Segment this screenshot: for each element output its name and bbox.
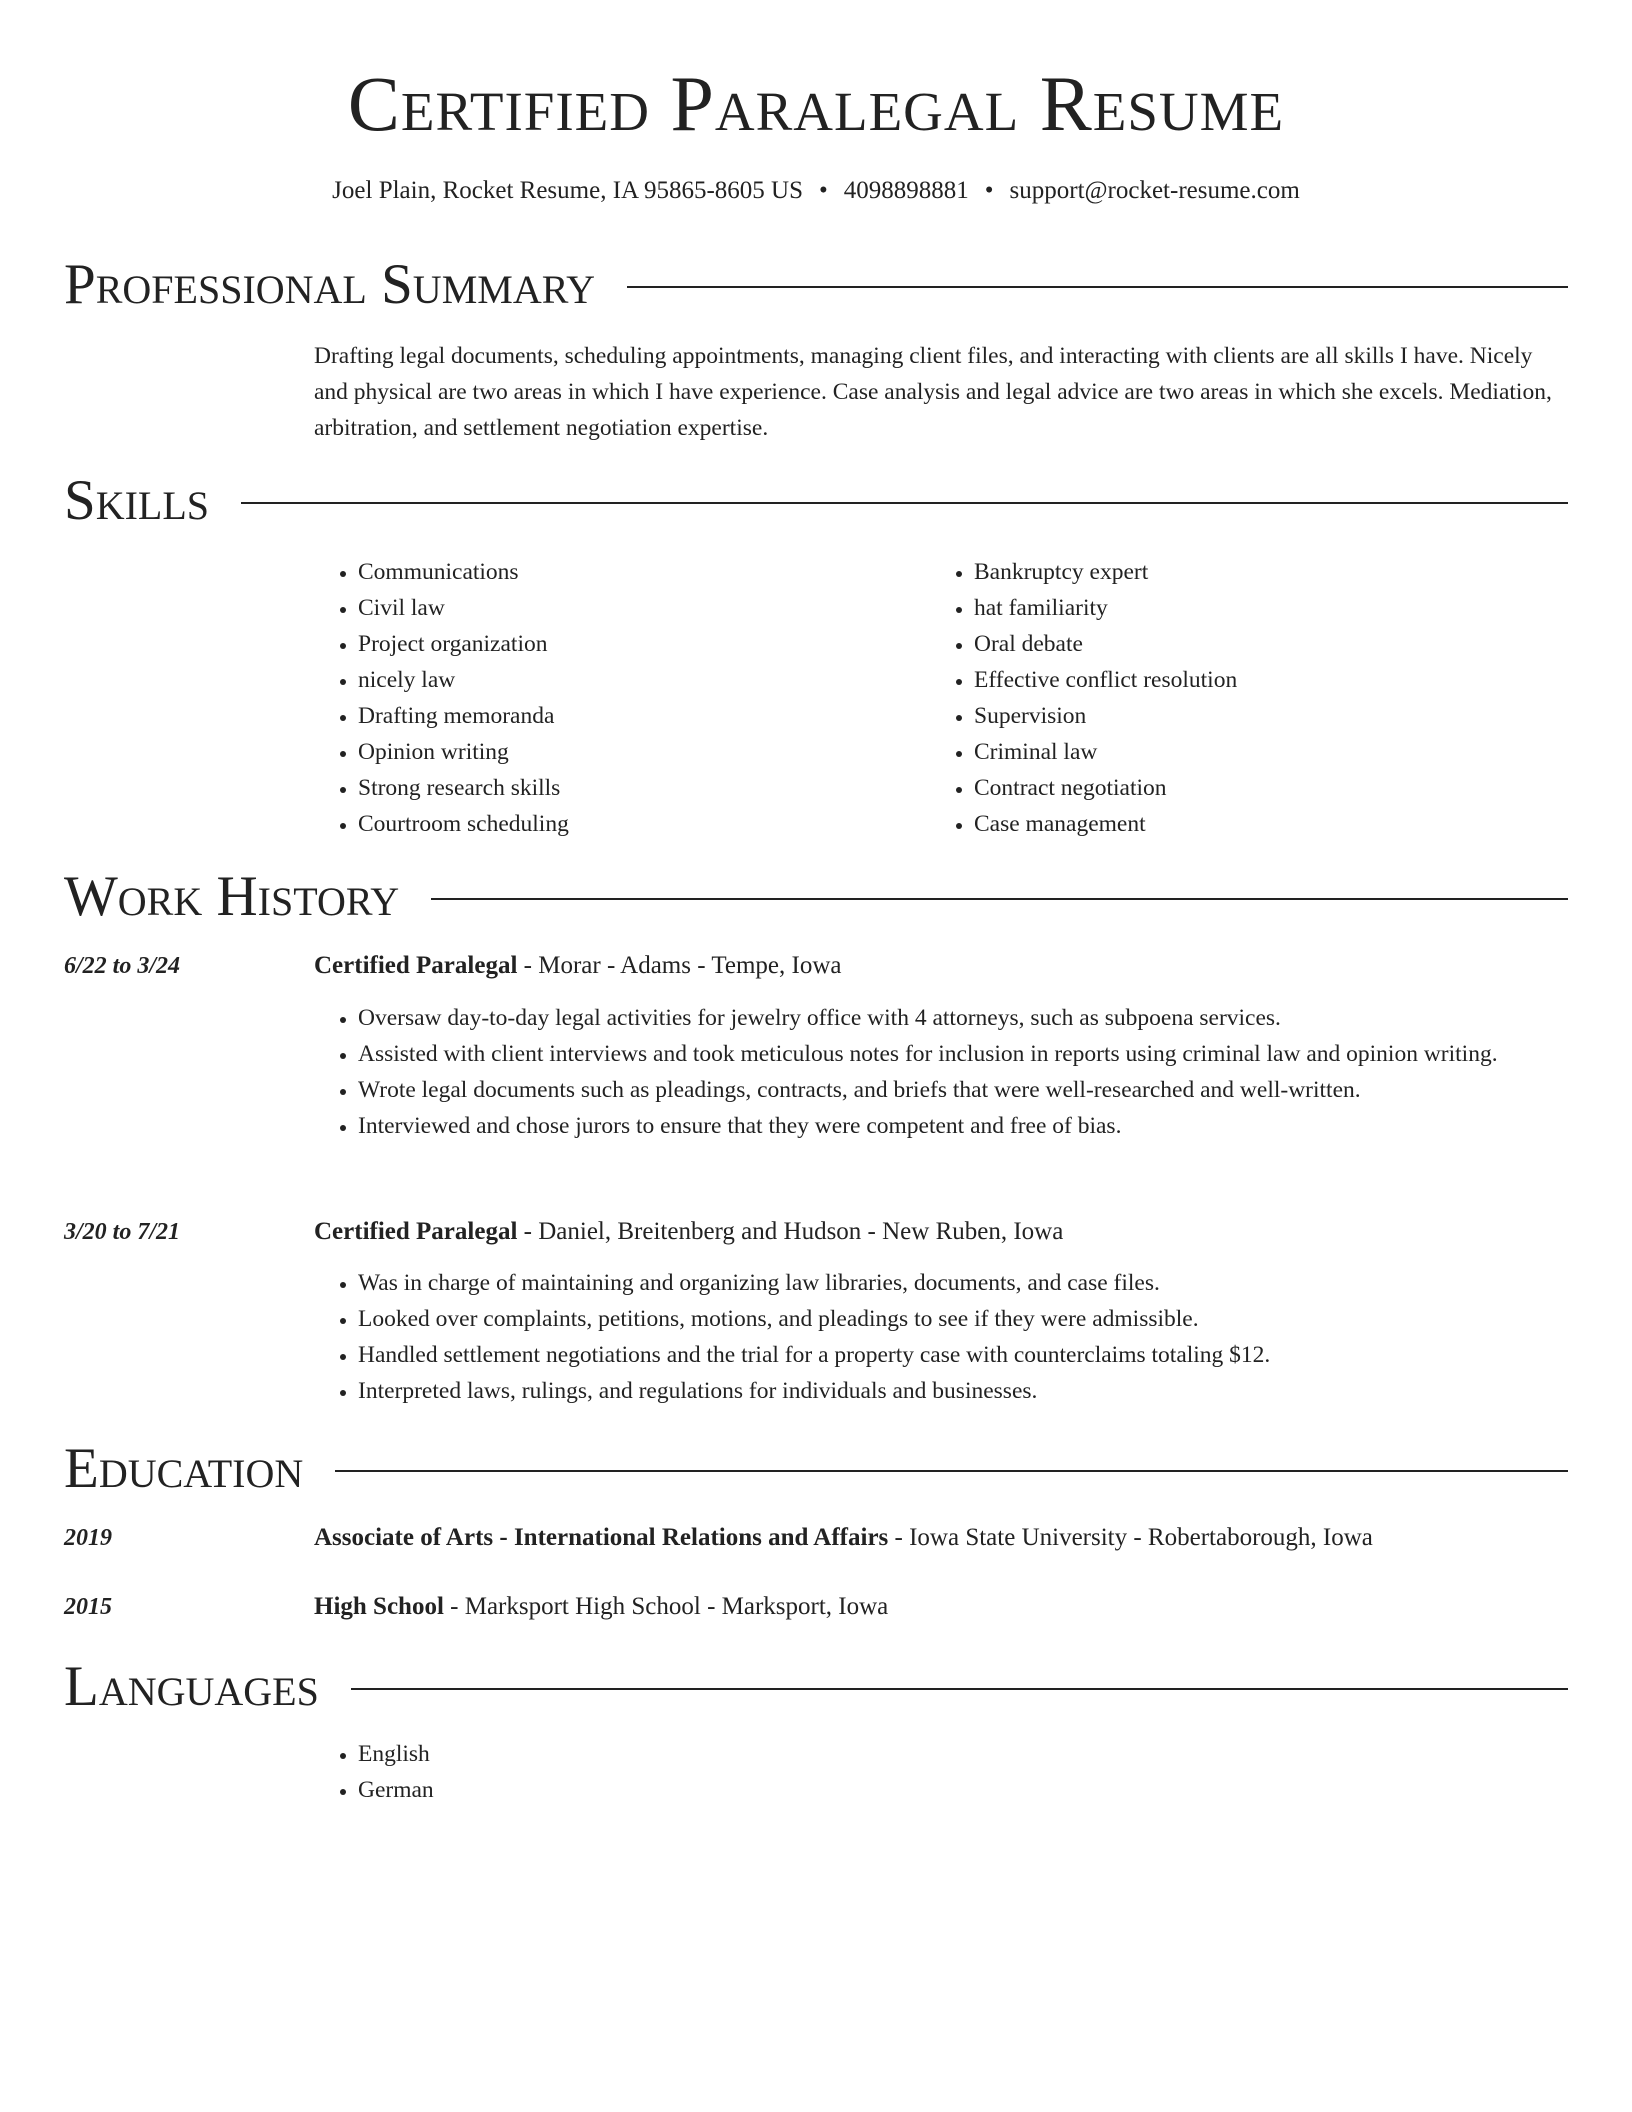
section-title-summary: Professional Summary [64, 253, 596, 316]
skill-item: • Contract negotiation [974, 770, 1237, 806]
language-item: • English [358, 1736, 1568, 1772]
section-header-skills [64, 466, 1568, 536]
section-divider [627, 286, 1568, 288]
education-year: 2019 [64, 1525, 112, 1551]
section-divider [351, 1688, 1568, 1690]
education-degree: Associate of Arts - International Relations and Affairs [314, 1524, 889, 1551]
skill-item: • Bankruptcy expert [974, 554, 1237, 590]
section-divider [335, 1470, 1568, 1472]
skill-item: • Criminal law [974, 734, 1237, 770]
summary-text: Drafting legal documents, scheduling appointments, managing client files, and interacting with clients are all skills I have. Nicely and physical are two areas in which I have experience. Case analysis and legal advice are two areas in which she excels. Mediation, arbitration, and settlement negotiation expertise. [314, 343, 1552, 441]
skill-item: • Civil law [358, 590, 569, 626]
skills-list-right [930, 554, 1237, 842]
skill-item: • Strong research skills [358, 770, 569, 806]
skill-item: • hat familiarity [974, 590, 1237, 626]
job-title: Certified Paralegal [314, 952, 518, 979]
skill-item: • Project organization [358, 626, 569, 662]
section-header-languages [64, 1652, 1568, 1722]
skill-item: • Case management [974, 806, 1237, 842]
languages-list [314, 1736, 1568, 1808]
section-divider [241, 502, 1568, 504]
section-header-summary [64, 250, 1568, 320]
job-bullet: • Interpreted laws, rulings, and regulations for individuals and businesses. [358, 1373, 1568, 1409]
section-header-work-history [64, 862, 1568, 932]
job-bullet: • Interviewed and chose jurors to ensure that they were competent and free of bias. [358, 1108, 1568, 1144]
contact-line [0, 174, 1632, 208]
section-title-work-history: Work History [64, 865, 400, 928]
skill-item: • Courtroom scheduling [358, 806, 569, 842]
contact-email: support@rocket-resume.com [1009, 177, 1300, 204]
job-employer-location: - Daniel, Breitenberg and Hudson - New Ruben, Iowa [517, 1218, 1064, 1245]
section-header-education [64, 1434, 1568, 1504]
job-dates: 3/20 to 7/21 [64, 1219, 181, 1245]
job-bullet: • Wrote legal documents such as pleadings, contracts, and briefs that were well-researched and well-written. [358, 1072, 1568, 1108]
education-school-location: - Iowa State University - Robertaborough, Iowa [888, 1524, 1373, 1551]
skill-item: • Supervision [974, 698, 1237, 734]
section-divider [431, 898, 1568, 900]
skill-item: • nicely law [358, 662, 569, 698]
job-title: Certified Paralegal [314, 1218, 518, 1245]
contact-address: Joel Plain, Rocket Resume, IA 95865-8605 US [332, 177, 803, 204]
skill-item: • Communications [358, 554, 569, 590]
contact-separator: • [984, 177, 994, 204]
job-bullet-list [314, 1000, 1568, 1144]
education-heading [314, 1521, 1568, 1555]
page-title: Certified Paralegal Resume [347, 60, 1285, 147]
contact-separator: • [818, 177, 828, 204]
skill-item: • Opinion writing [358, 734, 569, 770]
education-year: 2015 [64, 1594, 112, 1620]
job-dates: 6/22 to 3/24 [64, 953, 181, 979]
education-heading [314, 1590, 1568, 1624]
education-school-location: - Marksport High School - Marksport, Iowa [443, 1593, 889, 1620]
language-item: • German [358, 1772, 1568, 1808]
section-title-education: Education [64, 1437, 304, 1500]
job-bullet: • Was in charge of maintaining and organizing law libraries, documents, and case files. [358, 1265, 1568, 1301]
job-heading [314, 949, 1568, 983]
job-heading [314, 1215, 1568, 1249]
section-title-skills: Skills [64, 469, 210, 532]
job-bullet-list [314, 1265, 1568, 1409]
education-degree: High School [314, 1593, 444, 1620]
job-bullet: • Looked over complaints, petitions, motions, and pleadings to see if they were admissible. [358, 1301, 1568, 1337]
skills-list-left [314, 554, 569, 842]
job-employer-location: - Morar - Adams - Tempe, Iowa [517, 952, 842, 979]
skill-item: • Effective conflict resolution [974, 662, 1237, 698]
section-title-languages: Languages [64, 1655, 319, 1718]
contact-phone: 4098898881 [843, 177, 969, 204]
job-bullet: • Oversaw day-to-day legal activities for jewelry office with 4 attorneys, such as subpoena services. [358, 1000, 1568, 1036]
job-bullet: • Assisted with client interviews and took meticulous notes for inclusion in reports using criminal law and opinion writing. [358, 1036, 1568, 1072]
skill-item: • Drafting memoranda [358, 698, 569, 734]
job-bullet: • Handled settlement negotiations and the trial for a property case with counterclaims totaling $12. [358, 1337, 1568, 1373]
skill-item: • Oral debate [974, 626, 1237, 662]
